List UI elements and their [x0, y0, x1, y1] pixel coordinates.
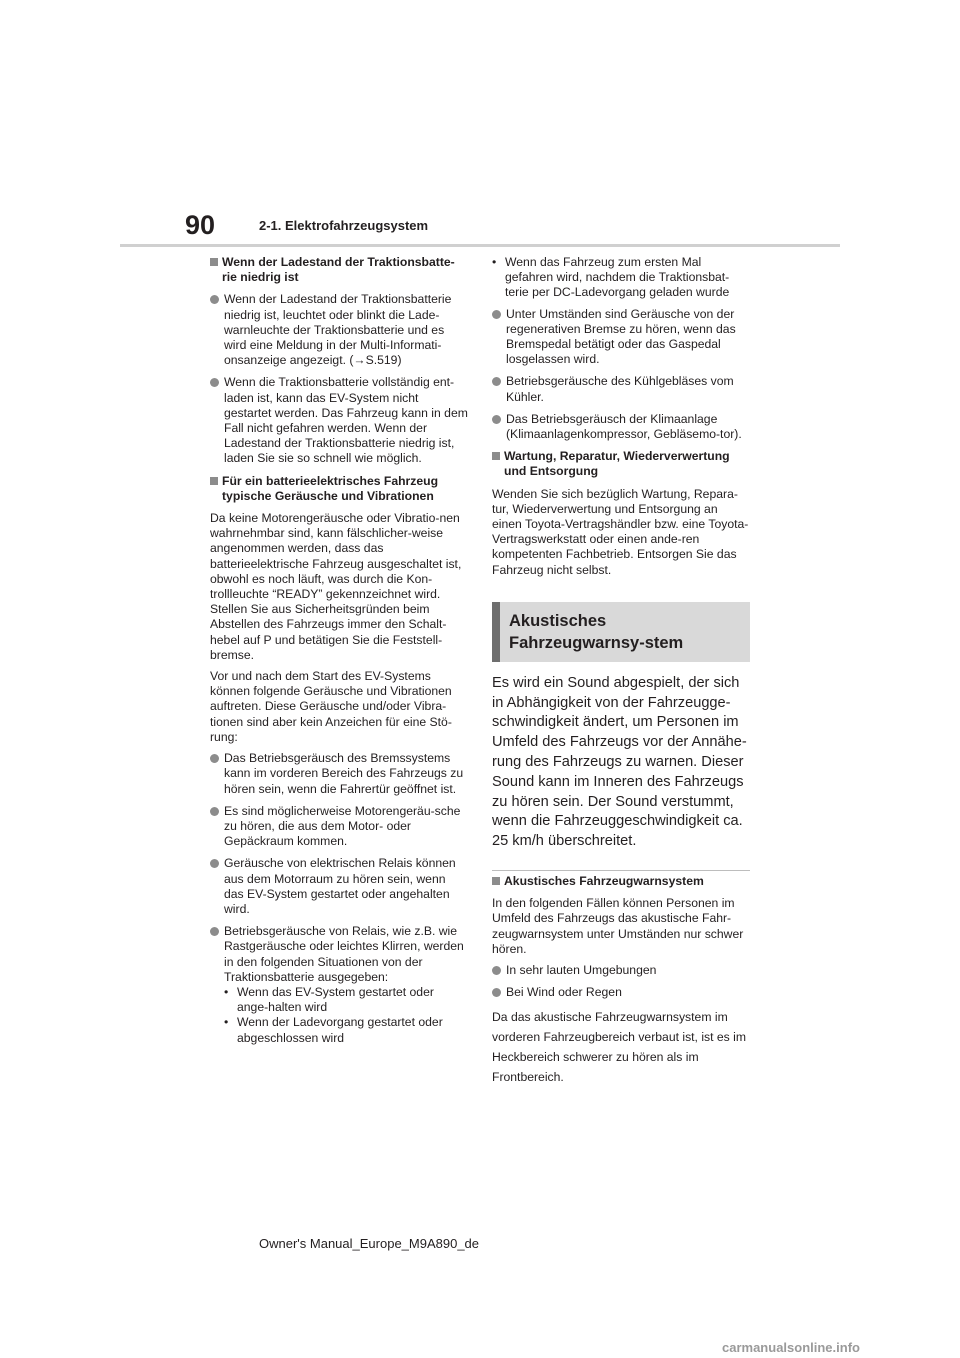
- paragraph-before-after-start: Vor und nach dem Start des EV-Systems können folgende Geräusche und Vibrationen auftreten. Diese Geräusche und/oder Vibra-tionen sind aber kein Anzeichen für eine Stö-rung:: [210, 669, 452, 744]
- page-number: 90: [185, 210, 216, 240]
- bullet-wind-rain: Bei Wind oder Regen: [492, 985, 750, 1000]
- footer-manual-id: Owner's Manual_Europe_M9A890_de: [259, 1236, 480, 1251]
- bullet-warning-light: Wenn der Ladestand der Traktionsbatterie niedrig ist, leuchtet oder blinkt die Lade-warnleuchte der Traktionsbatterie und es wird eine Meldung in der Multi-Informati-onsanzeige angezeigt. (→S.519): [210, 292, 468, 368]
- dash-charging-start: • Wenn der Ladevorgang gestartet oder abgeschlossen wird: [224, 1015, 468, 1045]
- bullet-loud-environment: In sehr lauten Umgebungen: [492, 963, 750, 978]
- dash-first-drive: • Wenn das Fahrzeug zum ersten Mal gefahren wird, nachdem die Traktionsbat-terie per DC-Ladevorgang geladen wurde: [492, 255, 750, 301]
- bullet-relay-noise: Geräusche von elektrischen Relais können aus dem Motorraum zu hören sein, wenn das EV-System gestartet oder angehalten wird.: [210, 856, 468, 917]
- watermark: carmanualsonline.info: [722, 1340, 860, 1355]
- paragraph-front-mounted: Da das akustische Fahrzeugwarnsystem im vorderen Fahrzeugbereich verbaut ist, ist es im Heckbereich schwerer zu hören als im Frontbereich.: [492, 1010, 747, 1085]
- bullet-relay-operation-text: Betriebsgeräusche von Relais, wie z.B. wie Rastgeräusche oder leichtes Klirren, werden in den folgenden Situationen von der Traktionsbatterie ausgegeben:: [224, 924, 464, 984]
- section-label: 2-1. Elektrofahrzeugsystem: [259, 218, 429, 233]
- bullet-cooling-fan: Betriebsgeräusche des Kühlgebläses vom Kühler.: [492, 374, 750, 404]
- bullet-regenerative-brake: Unter Umständen sind Geräusche von der regenerativen Bremse zu hören, wenn das Bremspedal betätigt oder das Gaspedal losgelassen wird.: [492, 307, 750, 368]
- bullet-brake-system-noise: Das Betriebsgeräusch des Bremssystems kann im vorderen Bereich des Fahrzeugs zu hören sein, wenn die Fahrertür geöffnet ist.: [210, 751, 468, 797]
- bullet-air-conditioning: Das Betriebsgeräusch der Klimaanlage (Klimaanlagenkompressor, Gebläsemo-tor).: [492, 412, 750, 442]
- subheading-warning-system: Akustisches Fahrzeugwarnsystem: [492, 870, 750, 889]
- header-divider: [120, 244, 840, 247]
- bullet-battery-discharged: Wenn die Traktionsbatterie vollständig ent-laden ist, kann das EV-System nicht gestartet werden. Das Fahrzeug kann in dem Fall nicht gefahren werden. Wenn der Ladestand der Traktionsbatterie niedrig ist, laden Sie sie so schnell wie möglich.: [210, 375, 468, 466]
- subheading-low-battery: Wenn der Ladestand der Traktionsbatte-rie niedrig ist: [210, 255, 468, 285]
- bullet-motor-noise: Es sind möglicherweise Motorengeräu-sche zu hören, die aus dem Motor- oder Gepäckraum kommen.: [210, 804, 468, 850]
- subheading-noises-vibrations: Für ein batterieelektrisches Fahrzeug typische Geräusche und Vibrationen: [210, 474, 468, 504]
- subheading-maintenance: Wartung, Reparatur, Wiederverwertung und Entsorgung: [492, 449, 750, 479]
- paragraph-maintenance: Wenden Sie sich bezüglich Wartung, Repara-tur, Wiederverwertung und Entsorgung an einen Toyota-Vertragshändler bzw. eine Toyota-Vertragswerkstatt oder einen ande-ren kompetenten Fachbetrieb. Entsorgen Sie das Fahrzeug nicht selbst.: [492, 486, 749, 577]
- section-heading-warning-system: Akustisches Fahrzeugwarnsy-stem: [492, 602, 750, 662]
- paragraph-warning-sound: Es wird ein Sound abgespielt, der sich in Abhängigkeit von der Fahrzeugge-schwindigkeit ändert, um Personen im Umfeld des Fahrzeugs vor der Annähe-rung des Fahrzeugs zu warnen. Dieser Sound kann im Inneren des Fahrzeugs zu hören sein. Der Sound verstummt, wenn die Fahrzeuggeschwindigkeit ca. 25 km/h überschreitet.: [492, 674, 747, 850]
- dash-ev-system-start: • Wenn das EV-System gestartet oder ange-halten wird: [224, 985, 468, 1015]
- paragraph-no-engine-noise: Da keine Motorengeräusche oder Vibratio-nen wahrnehmbar sind, kann fälschlicher-weise angenommen werden, dass das batterieelektrische Fahrzeug ausgeschaltet ist, obwohl es noch läuft, was durch die Kon-trollleuchte “READY” gekennzeichnet wird. Stellen Sie aus Sicherheitsgründen beim Abstellen des Fahrzeugs immer den Schalt-hebel auf P und betätigen Sie die Feststell-bremse.: [210, 511, 462, 662]
- left-column: [210, 255, 468, 1046]
- right-column: [492, 255, 750, 1093]
- paragraph-hard-to-hear: In den folgenden Fällen können Personen im Umfeld des Fahrzeugs das akustische Fahr-zeugwarnsystem unter Umständen nur schwer hören.: [492, 896, 744, 956]
- bullet-relay-operation: [210, 924, 468, 985]
